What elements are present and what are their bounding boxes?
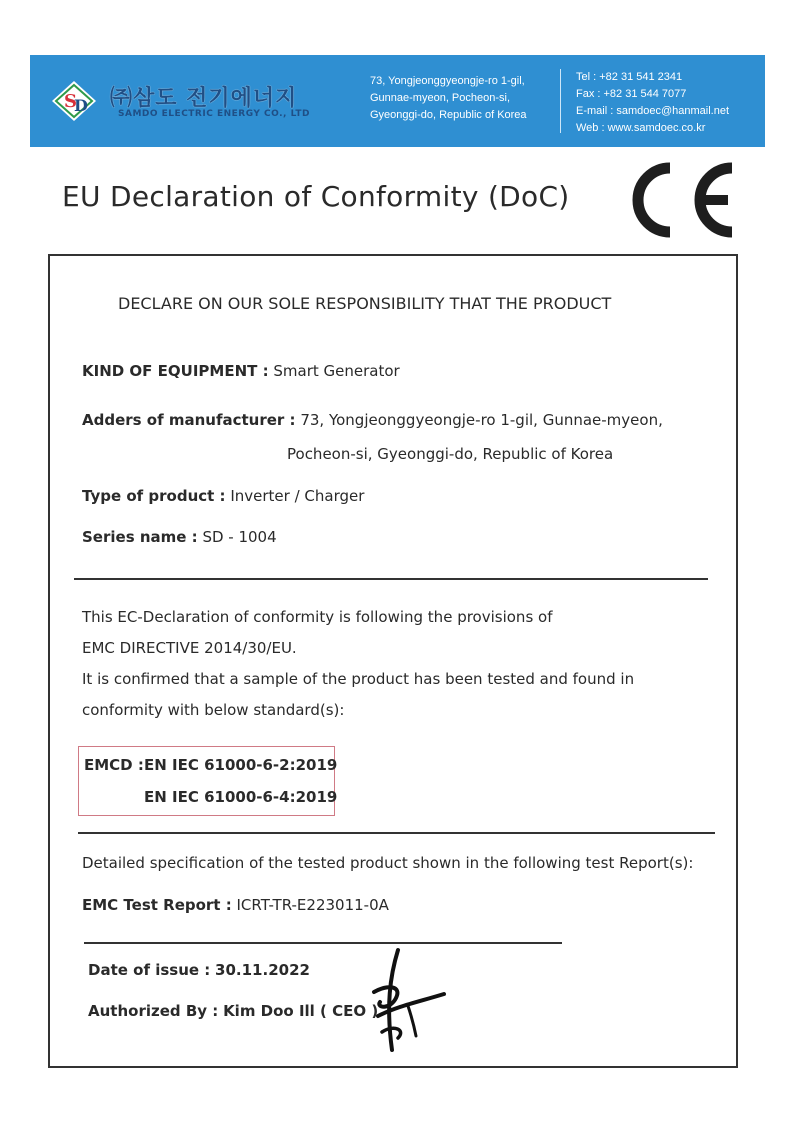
contact-fax: Fax : +82 31 544 7077	[576, 88, 687, 100]
company-address	[370, 73, 527, 124]
report-detail-line: Detailed specification of the tested product shown in the following test Report(s):	[82, 854, 694, 872]
date-of-issue	[88, 961, 310, 979]
type-value: Inverter / Charger	[230, 487, 365, 505]
company-contacts	[576, 69, 729, 137]
signature-icon	[368, 946, 448, 1056]
address-label: Adders of manufacturer :	[82, 411, 296, 429]
conformity-line-2: EMC DIRECTIVE 2014/30/EU.	[82, 639, 297, 657]
conformity-line-4: conformity with below standard(s):	[82, 701, 345, 719]
type-label: Type of product :	[82, 487, 226, 505]
date-value: 30.11.2022	[215, 961, 310, 979]
auth-value: Kim Doo Ill ( CEO )	[223, 1002, 379, 1020]
series-label: Series name :	[82, 528, 198, 546]
section-divider	[84, 942, 562, 944]
address-line: 73, Yongjeonggyeongje-ro 1-gil,	[370, 75, 525, 87]
kind-of-equipment	[82, 362, 400, 380]
address-line: Gunnae-myeon, Pocheon-si,	[370, 92, 511, 104]
auth-label: Authorized By :	[88, 1002, 219, 1020]
company-name-korean: ㈜삼도 전기에너지	[110, 86, 298, 111]
section-divider	[78, 832, 715, 834]
address-value: 73, Yongjeonggyeongje-ro 1-gil, Gunnae-myeon,	[300, 411, 663, 429]
address-value-continued: Pocheon-si, Gyeonggi-do, Republic of Korea	[287, 445, 614, 463]
type-of-product	[82, 487, 364, 505]
kind-label: KIND OF EQUIPMENT :	[82, 362, 269, 380]
declaration-heading: DECLARE ON OUR SOLE RESPONSIBILITY THAT THE PRODUCT	[118, 294, 612, 313]
header-banner	[30, 55, 765, 147]
declaration-box	[48, 254, 738, 1068]
manufacturer-address	[82, 411, 663, 429]
standard-1: EN IEC 61000-6-2:2019	[144, 756, 338, 774]
sd-logo-icon	[50, 79, 98, 123]
date-label: Date of issue :	[88, 961, 211, 979]
conformity-line-1: This EC-Declaration of conformity is following the provisions of	[82, 608, 553, 626]
conformity-line-3: It is confirmed that a sample of the product has been tested and found in	[82, 670, 635, 688]
svg-text:S: S	[64, 91, 77, 112]
standard-2: EN IEC 61000-6-4:2019	[144, 788, 338, 806]
emc-test-report	[82, 896, 389, 914]
ce-mark-icon	[622, 160, 737, 240]
header-divider	[560, 69, 561, 133]
svg-text:D: D	[74, 96, 88, 115]
company-name-english: SAMDO ELECTRIC ENERGY CO., LTD	[118, 109, 310, 119]
contact-tel: Tel : +82 31 541 2341	[576, 71, 683, 83]
document-title: EU Declaration of Conformity (DoC)	[62, 180, 570, 213]
contact-web: Web : www.samdoec.co.kr	[576, 122, 706, 134]
series-value: SD - 1004	[202, 528, 277, 546]
authorized-by	[88, 1002, 378, 1020]
report-label: EMC Test Report :	[82, 896, 232, 914]
report-value: ICRT-TR-E223011-0A	[236, 896, 389, 914]
series-name	[82, 528, 277, 546]
section-divider	[74, 578, 708, 580]
address-line: Gyeonggi-do, Republic of Korea	[370, 109, 527, 121]
emcd-label: EMCD :	[84, 756, 144, 774]
contact-email: E-mail : samdoec@hanmail.net	[576, 105, 730, 117]
kind-value: Smart Generator	[273, 362, 400, 380]
